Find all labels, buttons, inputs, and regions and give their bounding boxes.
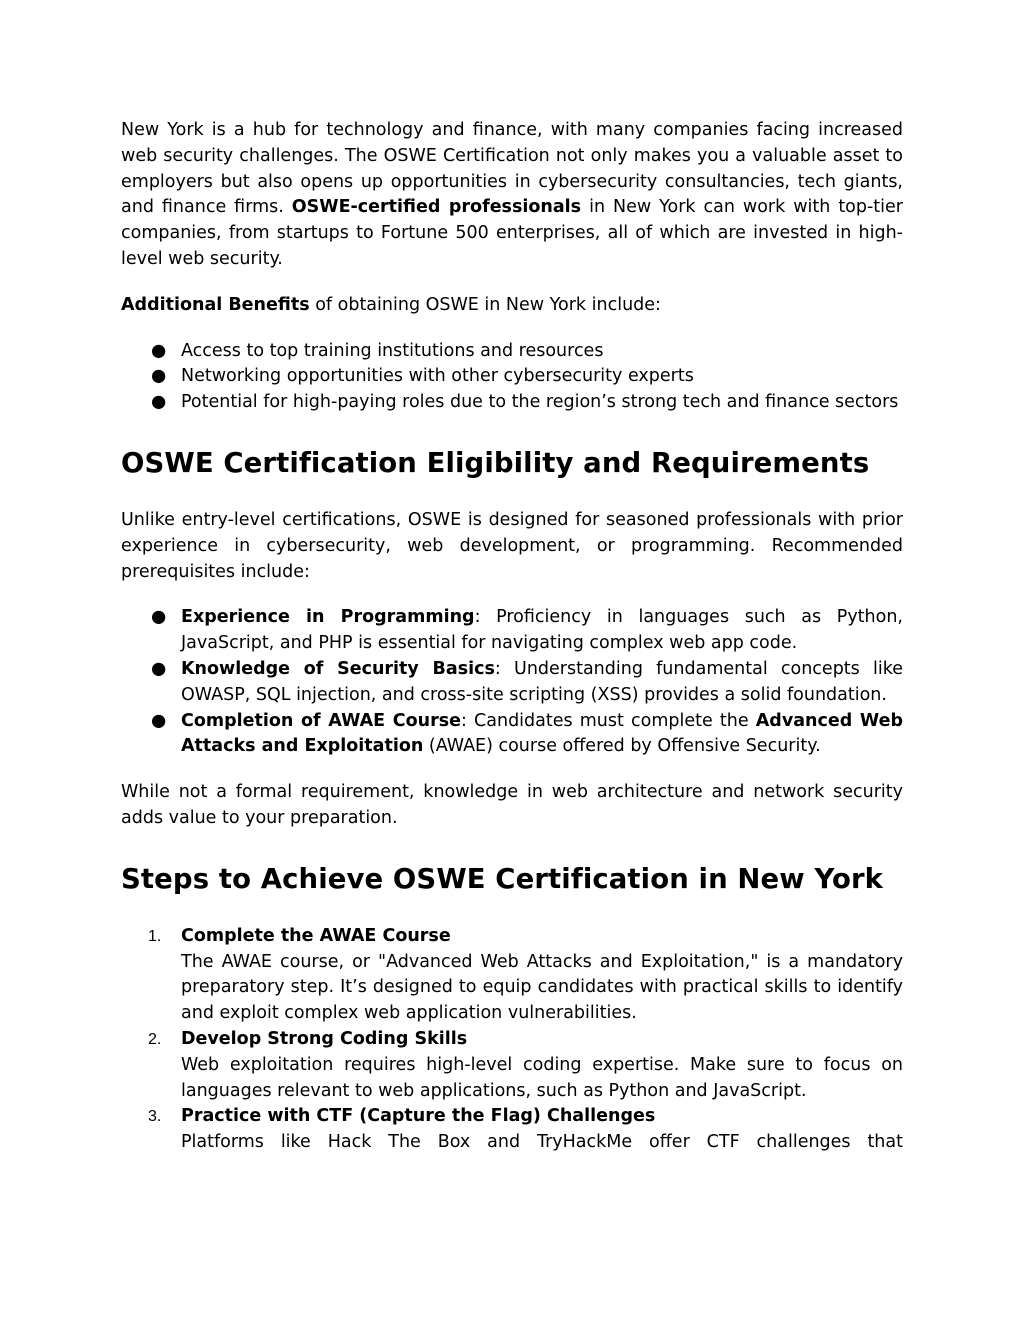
- list-item: [121, 657, 903, 709]
- list-item-bold-text: Advanced Web Attacks and Exploitation: [181, 710, 904, 757]
- steps-list: [121, 924, 903, 1156]
- step-title: Complete the AWAE Course: [181, 925, 451, 946]
- list-item: [121, 605, 903, 657]
- eligibility-heading: OSWE Certification Eligibility and Requirements: [121, 446, 870, 479]
- list-item-text: : Understanding fundamental concepts like OWASP, SQL injection, and cross-site scripting (XSS) provides a solid foundation.: [181, 658, 903, 705]
- intro-bold-text: OSWE-certified professionals: [291, 197, 582, 218]
- list-item-text: Potential for high-paying roles due to the region’s strong tech and finance sectors: [181, 392, 899, 413]
- list-item-text: : Proficiency in languages such as Python, JavaScript, and PHP is essential for navigating complex web app code.: [181, 607, 903, 654]
- intro-text-end: in New York can work with top-tier companies, from startups to Fortune 500 enterprises, all of which are invested in high-level web security.: [121, 197, 903, 269]
- list-item-title: Experience in Programming: [181, 607, 475, 628]
- bullet-icon: ●: [151, 392, 167, 413]
- bullet-icon: ●: [151, 340, 167, 361]
- benefits-intro-text: of obtaining OSWE in New York include:: [309, 294, 661, 315]
- list-item: [121, 390, 903, 416]
- list-item-text-end: (AWAE) course offered by Offensive Security.: [423, 736, 821, 757]
- list-item-text: Access to top training institutions and resources: [181, 340, 604, 361]
- bullet-icon: ●: [151, 366, 167, 387]
- step-text: The AWAE course, or "Advanced Web Attacks and Exploitation," is a mandatory preparatory step. It’s designed to equip candidates with practical skills to identify and exploit complex web application vulnerabilities.: [181, 951, 903, 1024]
- document-page: [121, 118, 903, 1156]
- list-item: [121, 709, 903, 761]
- eligibility-outro: While not a formal requirement, knowledge in web architecture and network security adds value to your preparation.: [121, 782, 903, 828]
- list-item-text: Networking opportunities with other cybersecurity experts: [181, 366, 694, 387]
- benefits-intro: [121, 293, 903, 319]
- bullet-icon: ●: [151, 710, 167, 731]
- step-text: Web exploitation requires high-level coding expertise. Make sure to focus on languages relevant to web applications, such as Python and JavaScript.: [181, 1054, 903, 1101]
- step-item: [121, 924, 903, 1027]
- step-title: Develop Strong Coding Skills: [181, 1028, 468, 1049]
- step-item: [121, 1104, 903, 1156]
- bullet-icon: ●: [151, 607, 167, 628]
- benefits-list: [121, 339, 903, 416]
- eligibility-intro: Unlike entry-level certifications, OSWE is designed for seasoned professionals with prior experience in cybersecurity, web development, or programming. Recommended prerequisites include:: [121, 509, 903, 582]
- intro-paragraph: [121, 118, 903, 273]
- step-number: 2.: [148, 1030, 162, 1048]
- bullet-icon: ●: [151, 658, 167, 679]
- prerequisites-list: [121, 605, 903, 760]
- list-item-text: : Candidates must complete the: [461, 710, 756, 731]
- intro-text: New York is a hub for technology and finance, with many companies facing increased web security challenges. The OSWE Certification not only makes you a valuable asset to employers but also opens up opportunities in cybersecurity consultancies, tech giants, and finance firms.: [121, 120, 903, 218]
- list-item: [121, 339, 903, 365]
- step-number: 3.: [148, 1108, 162, 1126]
- benefits-label: Additional Benefits: [121, 294, 310, 315]
- list-item-title: Knowledge of Security Basics: [181, 658, 495, 679]
- list-item: [121, 364, 903, 390]
- step-title: Practice with CTF (Capture the Flag) Challenges: [181, 1106, 656, 1127]
- step-text: Platforms like Hack The Box and TryHackMe offer CTF challenges that: [181, 1132, 903, 1153]
- step-number: 1.: [148, 927, 162, 945]
- step-item: [121, 1027, 903, 1104]
- list-item-title: Completion of AWAE Course: [181, 710, 461, 731]
- steps-heading: Steps to Achieve OSWE Certification in New York: [121, 862, 883, 895]
